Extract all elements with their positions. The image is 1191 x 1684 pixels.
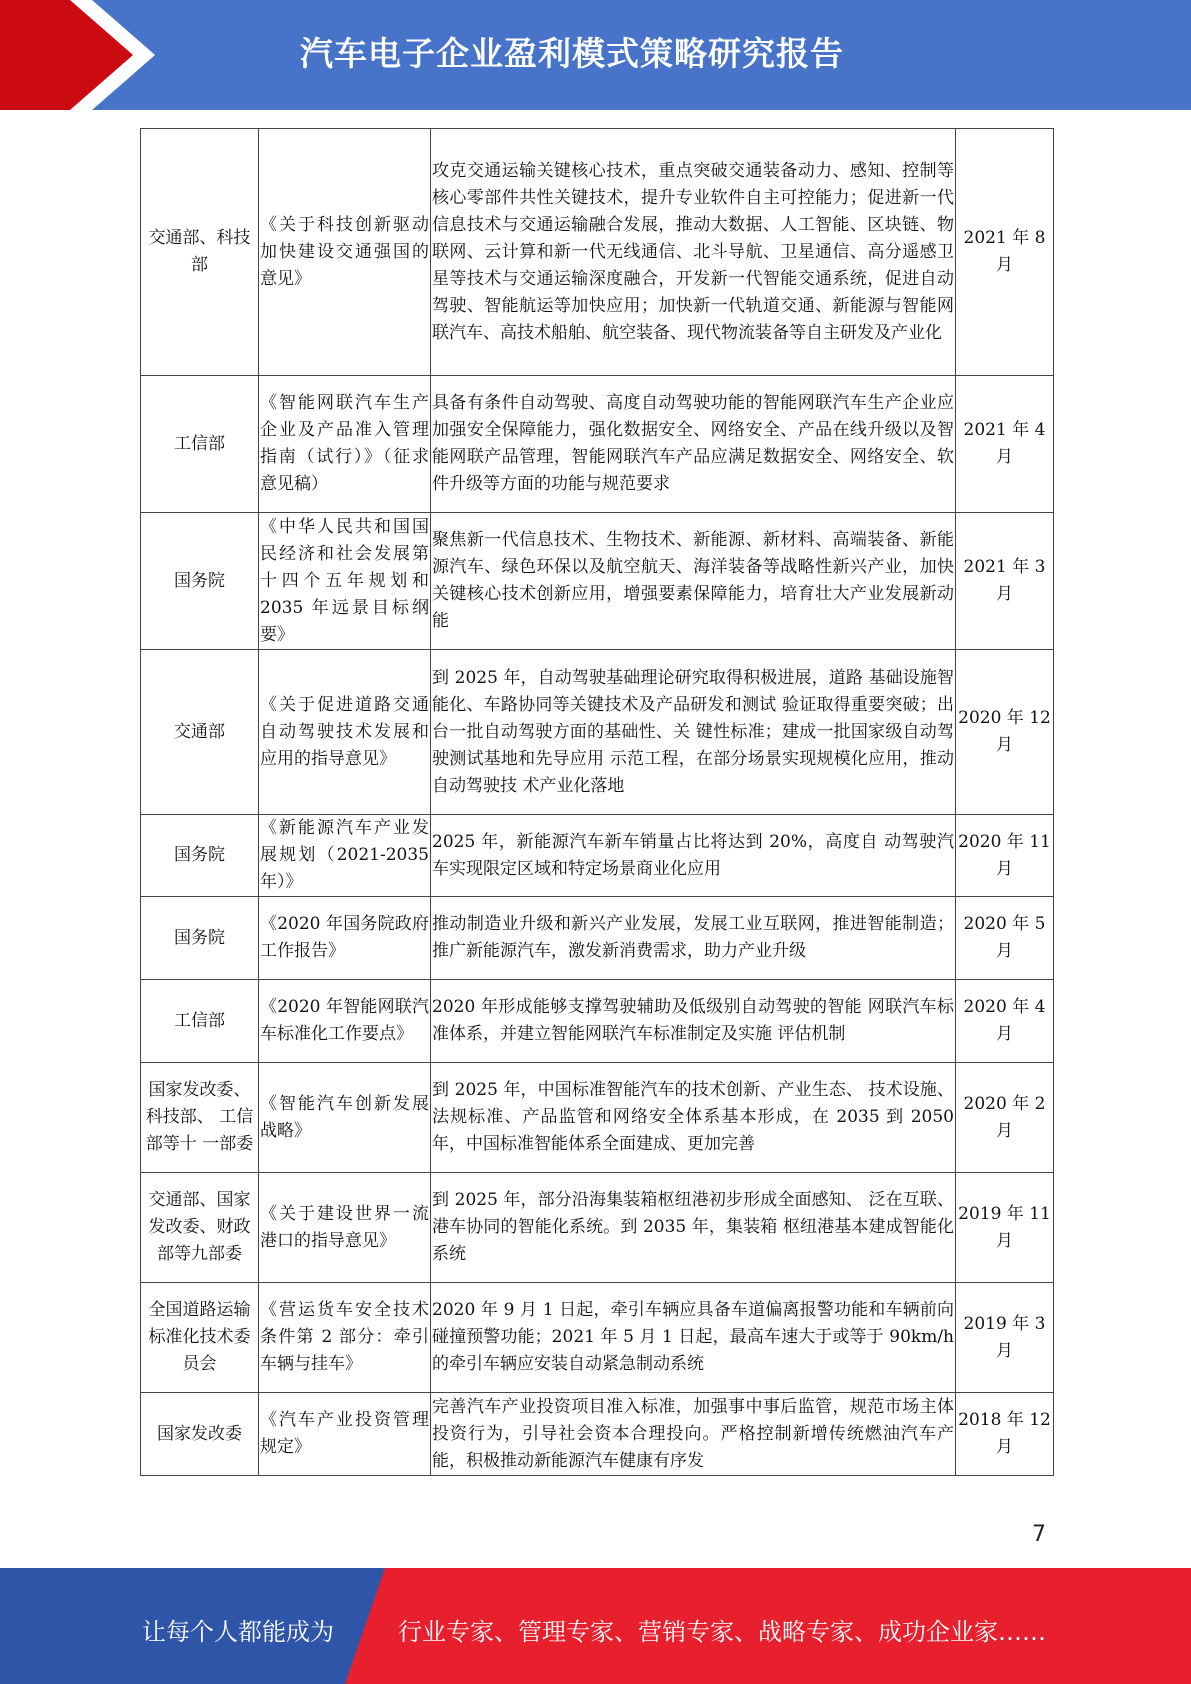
content-cell: 完善汽车产业投资项目准入标准，加强事中事后监管，规范市场主体投资行为，引导社会资本合理投向。严格控制新增传统燃油汽车产能，积极推动新能源汽车健康有序发 — [431, 1393, 956, 1476]
table-row — [141, 376, 1054, 513]
dept-cell: 交通部、国家发改委、财政部等九部委 — [141, 1173, 259, 1283]
document-cell: 《2020 年国务院政府工作报告》 — [259, 897, 431, 980]
table-row — [141, 815, 1054, 897]
page-number: 7 — [1032, 1522, 1046, 1547]
date-text: 2018 年 12 月 — [958, 1410, 1051, 1457]
document-cell: 《2020 年智能网联汽车标准化工作要点》 — [259, 980, 431, 1063]
dept-cell: 国务院 — [141, 897, 259, 980]
content-cell: 2020 年 9 月 1 日起，牵引车辆应具备车道偏离报警功能和车辆前向碰撞预警功能；2021 年 5 月 1 日起，最高车速大于或等于 90km/h 的牵引车辆应安装自动紧急制动系统 — [431, 1283, 956, 1393]
date-cell: 2020 年 4 月 — [956, 980, 1054, 1063]
document-cell: 《关于建设世界一流港口的指导意见》 — [259, 1173, 431, 1283]
date-cell — [956, 1393, 1054, 1476]
table-row — [141, 980, 1054, 1063]
content-cell: 到 2025 年，中国标准智能汽车的技术创新、产业生态、 技术设施、法规标准、产品监管和网络安全体系基本形成，在 2035 到 2050 年，中国标准智能体系全面建成、更加完善 — [431, 1063, 956, 1173]
dept-cell: 交通部 — [141, 650, 259, 815]
document-cell: 《智能网联汽车生产企业及产品准入管理指南（试行）》（征求意见稿） — [259, 376, 431, 513]
dept-cell: 交通部、科技部 — [141, 129, 259, 376]
dept-cell: 工信部 — [141, 376, 259, 513]
date-cell: 2019 年 11 月 — [956, 1173, 1054, 1283]
table-row — [141, 897, 1054, 980]
table-row — [141, 1283, 1054, 1393]
header-red-block — [0, 0, 150, 110]
document-cell: 《智能汽车创新发展战略》 — [259, 1063, 431, 1173]
page-footer — [0, 1568, 1191, 1684]
footer-slogan-left: 让每个人都能成为 — [142, 1618, 334, 1646]
content-cell: 2025 年，新能源汽车新车销量占比将达到 20%，高度自 动驾驶汽车实现限定区域和特定场景商业化应用 — [431, 815, 956, 897]
content-cell: 推动制造业升级和新兴产业发展，发展工业互联网，推进智能制造；推广新能源汽车，激发新消费需求，助力产业升级 — [431, 897, 956, 980]
dept-cell: 国务院 — [141, 513, 259, 650]
date-cell: 2020 年 12 月 — [956, 650, 1054, 815]
content-cell: 到 2025 年，自动驾驶基础理论研究取得积极进展，道路 基础设施智能化、车路协同等关键技术及产品研发和测试 验证取得重要突破；出台一批自动驾驶方面的基础性、关 键性标准；建成一批国家级自动驾驶测试基地和先导应用 示范工程，在部分场景实现规模化应用，推动自动驾驶技 术产业化落地 — [431, 650, 956, 815]
document-cell: 《关于科技创新驱动加快建设交通强国的意见》 — [259, 129, 431, 376]
content-cell: 具备有条件自动驾驶、高度自动驾驶功能的智能网联汽车生产企业应加强安全保障能力，强化数据安全、网络安全、产品在线升级以及智能网联产品管理，智能网联汽车产品应满足数据安全、网络安全、软件升级等方面的功能与规范要求 — [431, 376, 956, 513]
content-cell: 2020 年形成能够支撑驾驶辅助及低级别自动驾驶的智能 网联汽车标准体系，并建立智能网联汽车标准制定及实施 评估机制 — [431, 980, 956, 1063]
date-cell: 2019 年 3 月 — [956, 1283, 1054, 1393]
date-cell: 2020 年 5 月 — [956, 897, 1054, 980]
content-cell: 聚焦新一代信息技术、生物技术、新能源、新材料、高端装备、新能源汽车、绿色环保以及航空航天、海洋装备等战略性新兴产业，加快关键核心技术创新应用，增强要素保障能力，培育壮大产业发展新动能 — [431, 513, 956, 650]
content-cell: 到 2025 年，部分沿海集装箱枢纽港初步形成全面感知、 泛在互联、港车协同的智能化系统。到 2035 年，集装箱 枢纽港基本建成智能化系统 — [431, 1173, 956, 1283]
policy-table — [140, 128, 1054, 1476]
document-cell: 《关于促进道路交通自动驾驶技术发展和应用的指导意见》 — [259, 650, 431, 815]
dept-cell: 国务院 — [141, 815, 259, 897]
date-cell: 2020 年 2 月 — [956, 1063, 1054, 1173]
page-header — [0, 0, 1191, 110]
footer-slogan-right: 行业专家、管理专家、营销专家、战略专家、成功企业家…… — [398, 1618, 1046, 1646]
dept-cell: 国家发改委、科技部、 工信部等十 一部委 — [141, 1063, 259, 1173]
table-row — [141, 650, 1054, 815]
table-row — [141, 129, 1054, 376]
date-cell: 2021 年 8 月 — [956, 129, 1054, 376]
dept-cell: 工信部 — [141, 980, 259, 1063]
date-cell: 2021 年 4 月 — [956, 376, 1054, 513]
date-cell: 2021 年 3 月 — [956, 513, 1054, 650]
table-row — [141, 1393, 1054, 1476]
dept-cell: 全国道路运输标准化技术委员会 — [141, 1283, 259, 1393]
document-cell: 《营运货车安全技术条件第 2 部分：牵引车辆与挂车》 — [259, 1283, 431, 1393]
date-cell — [956, 815, 1054, 897]
table-row — [141, 1063, 1054, 1173]
table-row — [141, 513, 1054, 650]
document-cell: 《新能源汽车产业发展规划（2021-2035 年）》 — [259, 815, 431, 897]
table-row — [141, 1173, 1054, 1283]
content-cell: 攻克交通运输关键核心技术，重点突破交通装备动力、感知、控制等核心零部件共性关键技术，提升专业软件自主可控能力；促进新一代信息技术与交通运输融合发展，推动大数据、人工智能、区块链、物联网、云计算和新一代无线通信、北斗导航、卫星通信、高分遥感卫星等技术与交通运输深度融合，开发新一代智能交通系统，促进自动驾驶、智能航运等加快应用；加快新一代轨道交通、新能源与智能网联汽车、高技术船舶、航空装备、现代物流装备等自主研发及产业化 — [431, 129, 956, 376]
page-title: 汽车电子企业盈利模式策略研究报告 — [300, 34, 844, 73]
document-cell: 《中华人民共和国国民经济和社会发展第十四个五年规划和 2035 年远景目标纲要》 — [259, 513, 431, 650]
dept-cell: 国家发改委 — [141, 1393, 259, 1476]
document-cell: 《汽车产业投资管理规定》 — [259, 1393, 431, 1476]
date-text: 2020 年 11 月 — [958, 831, 1051, 879]
